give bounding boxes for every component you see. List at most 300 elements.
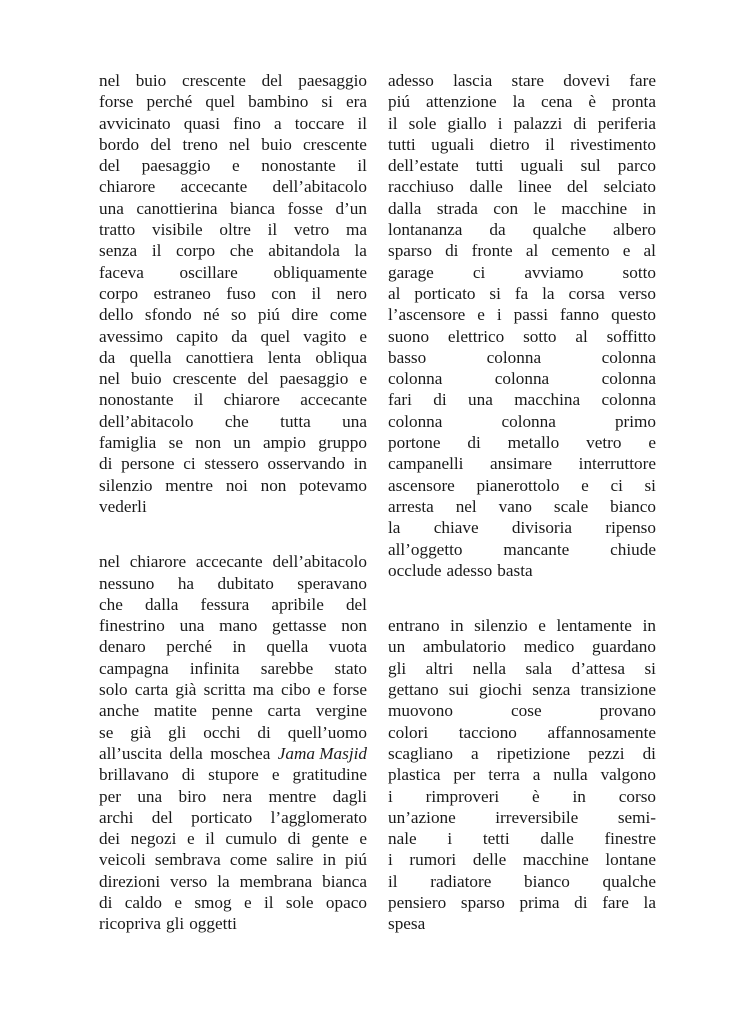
- word: il: [388, 871, 398, 891]
- word: che: [229, 241, 254, 261]
- word: è: [532, 786, 540, 806]
- word: paesaggio: [279, 369, 349, 389]
- text-line: [388, 700, 656, 721]
- word: né: [203, 305, 220, 325]
- word: la: [512, 92, 525, 112]
- word: già: [175, 680, 197, 700]
- word: tutti: [475, 156, 504, 176]
- word: transizione: [580, 680, 656, 700]
- word: opaco: [325, 892, 367, 912]
- word: caldo: [124, 892, 162, 912]
- word: bianca: [322, 871, 367, 891]
- word: delle: [472, 850, 507, 870]
- word: era: [346, 92, 367, 112]
- word: dell’estate: [388, 156, 459, 176]
- word: quel: [260, 326, 291, 346]
- word: portone: [388, 433, 441, 453]
- word: del: [247, 369, 269, 389]
- word: dello: [99, 305, 134, 325]
- word: fari: [388, 390, 412, 410]
- word: divisoria: [511, 518, 573, 538]
- word: fare: [602, 892, 629, 912]
- text-line: [99, 807, 367, 828]
- text-line: [388, 764, 656, 785]
- word: crescente: [303, 134, 367, 154]
- word: i: [388, 786, 393, 806]
- word: sfondo: [144, 305, 192, 325]
- text-line: [388, 176, 656, 197]
- word: fino: [233, 113, 261, 133]
- word: colonna: [388, 411, 443, 431]
- word: e: [359, 326, 367, 346]
- word: vergine: [315, 701, 367, 721]
- word: mentre: [268, 786, 317, 806]
- word: tacciono: [458, 722, 517, 742]
- word: si: [644, 475, 656, 495]
- word: medico: [523, 637, 575, 657]
- text-line: [388, 198, 656, 219]
- word: il: [151, 241, 162, 261]
- word: il: [545, 134, 555, 154]
- text-line: [388, 871, 656, 892]
- word: canottiera: [185, 347, 254, 367]
- word: da: [489, 220, 506, 240]
- word: direzioni: [99, 871, 161, 891]
- word: le: [533, 198, 546, 218]
- text-line: [99, 615, 367, 636]
- word: plastica: [388, 765, 441, 785]
- word: nonostante: [99, 390, 174, 410]
- word: provano: [599, 701, 656, 721]
- word: vetro: [586, 433, 622, 453]
- word: colonna: [601, 390, 656, 410]
- word: si: [489, 283, 501, 303]
- word: e: [648, 433, 656, 453]
- word: d’un: [335, 198, 367, 218]
- word: crescente: [181, 71, 246, 90]
- word: carta: [134, 680, 169, 700]
- word: non: [195, 433, 222, 453]
- paragraph-spacer: [388, 581, 656, 615]
- word: il: [267, 220, 278, 240]
- word: ma: [345, 220, 367, 240]
- word: giallo: [447, 113, 487, 133]
- text-line: [99, 658, 367, 679]
- word: irreversibile: [495, 807, 579, 827]
- word: buio: [131, 369, 162, 389]
- text-line: [388, 849, 656, 870]
- word: sul: [580, 156, 601, 176]
- word: e: [317, 680, 326, 700]
- word: per: [453, 765, 476, 785]
- word: carta: [267, 701, 301, 721]
- word: in: [642, 616, 656, 636]
- word: silenzio: [99, 475, 153, 495]
- word: pezzi: [588, 743, 625, 763]
- word: dagli: [332, 786, 367, 806]
- word: dovevi: [563, 71, 610, 90]
- text-line: [99, 176, 367, 197]
- word: veicoli: [99, 850, 146, 870]
- text-line: [99, 70, 367, 91]
- word: rimproveri: [425, 786, 500, 806]
- word: colonna: [601, 369, 656, 389]
- paragraph-spacer: [99, 517, 367, 551]
- word: smog: [194, 892, 232, 912]
- text-line: [388, 615, 656, 636]
- word: mancante: [503, 539, 570, 559]
- word: i: [388, 850, 393, 870]
- word: accecante: [300, 390, 367, 410]
- word: della: [169, 743, 203, 763]
- word: i: [497, 113, 503, 133]
- word: che: [224, 411, 249, 431]
- word: ci: [472, 262, 486, 282]
- word: come: [329, 305, 367, 325]
- word: la: [217, 871, 230, 891]
- word: adesso: [446, 560, 493, 580]
- word: potevamo: [299, 475, 367, 495]
- word: se: [99, 722, 114, 742]
- text-line: [99, 347, 367, 368]
- word: di: [642, 743, 656, 763]
- text-line: [99, 573, 367, 594]
- word: già: [130, 722, 152, 742]
- text-line: [388, 517, 656, 538]
- word: noi: [225, 475, 248, 495]
- word: stupore: [208, 765, 259, 785]
- text-line: [99, 219, 367, 240]
- word: con: [493, 198, 519, 218]
- word: fuso: [226, 283, 256, 303]
- word: finestrino: [99, 616, 165, 636]
- word: lontane: [605, 850, 656, 870]
- word: tutti: [388, 134, 416, 154]
- word: nulla: [553, 765, 588, 785]
- word: fronte: [471, 241, 513, 261]
- word: per: [99, 786, 121, 806]
- word: buio: [261, 134, 292, 154]
- text-line: [388, 828, 656, 849]
- word: il: [311, 283, 322, 303]
- word: verso: [170, 871, 208, 891]
- word: lontananza: [388, 220, 463, 240]
- word: stato: [334, 658, 367, 678]
- word: faceva: [99, 262, 144, 282]
- word: verso: [618, 283, 656, 303]
- word: crescente: [172, 369, 237, 389]
- word: forse: [99, 92, 134, 112]
- word: primo: [614, 411, 656, 431]
- word: archi: [99, 807, 134, 827]
- word: fosse: [287, 198, 323, 218]
- text-line: [99, 700, 367, 721]
- word: colonna: [486, 347, 542, 367]
- word: di: [99, 892, 113, 912]
- word: al: [575, 326, 588, 346]
- text-line: [99, 496, 367, 517]
- word: chiarore: [129, 552, 187, 572]
- word: i: [496, 305, 502, 325]
- word: interruttore: [578, 454, 656, 474]
- text-line: [99, 786, 367, 807]
- text-line: [388, 219, 656, 240]
- text-line: [99, 432, 367, 453]
- word: terra: [488, 765, 520, 785]
- word: scagliano: [388, 743, 453, 763]
- word: dalla: [144, 594, 179, 614]
- text-line: [388, 262, 656, 283]
- word: del: [151, 807, 173, 827]
- word: guardano: [592, 637, 656, 657]
- word: cumulo: [225, 829, 277, 849]
- word: radiatore: [430, 871, 492, 891]
- word: nel: [229, 134, 251, 154]
- word: prima: [519, 892, 560, 912]
- text-line: [388, 304, 656, 325]
- word: vano: [498, 496, 533, 516]
- word: qualche: [532, 220, 587, 240]
- word: tratto: [99, 220, 136, 240]
- word: nella: [472, 658, 507, 678]
- word: cose: [511, 701, 542, 721]
- word: pronta: [612, 92, 656, 112]
- text-line: [388, 475, 656, 496]
- word: bordo: [99, 134, 140, 154]
- word: quella: [266, 637, 309, 657]
- word: l’ascensore: [388, 305, 466, 325]
- word: ripenso: [605, 518, 656, 538]
- text-line: [99, 240, 367, 261]
- text-line: [388, 743, 656, 764]
- word: lascia: [453, 71, 493, 90]
- word: dire: [291, 305, 319, 325]
- word: nera: [222, 786, 253, 806]
- word: e: [174, 892, 182, 912]
- text-line: [388, 113, 656, 134]
- word: all’oggetto: [388, 539, 463, 559]
- italic-place-name: Jama Masjid: [277, 743, 367, 763]
- word: a: [273, 113, 282, 133]
- text-line: [388, 155, 656, 176]
- word: colonna: [388, 369, 443, 389]
- word: quasi: [183, 113, 220, 133]
- right-text-column: [388, 70, 656, 935]
- word: chiude: [610, 539, 656, 559]
- word: mano: [219, 616, 258, 636]
- word: al: [388, 283, 401, 303]
- word: nel: [99, 552, 120, 572]
- word: perché: [166, 637, 213, 657]
- word: brillavano: [99, 765, 169, 785]
- word: oltre: [219, 220, 251, 240]
- word: dell’abitacolo: [99, 411, 194, 431]
- word: una: [179, 616, 205, 636]
- word: di: [433, 390, 447, 410]
- word: di: [573, 113, 587, 133]
- word: se: [168, 433, 183, 453]
- word: visibile: [152, 220, 203, 240]
- text-line: [99, 594, 367, 615]
- word: racchiuso: [388, 177, 454, 197]
- text-line: [99, 411, 367, 432]
- text-line: [99, 91, 367, 112]
- word: fessura: [200, 594, 250, 614]
- word: di: [287, 829, 301, 849]
- text-line: [99, 113, 367, 134]
- word: al: [525, 241, 539, 261]
- word: del: [567, 177, 589, 197]
- text-line: [388, 368, 656, 389]
- word: ascensore: [388, 475, 455, 495]
- word: apribile: [271, 594, 324, 614]
- word: metallo: [507, 433, 560, 453]
- text-line: [388, 539, 656, 560]
- word: selciato: [603, 177, 656, 197]
- word: stessero: [204, 454, 259, 474]
- word: macchine: [561, 198, 628, 218]
- word: campagna: [99, 658, 169, 678]
- text-line: [99, 743, 367, 764]
- word: di: [257, 722, 271, 742]
- word: oscillare: [179, 262, 238, 282]
- word: albero: [613, 220, 656, 240]
- word: parco: [617, 156, 656, 176]
- text-line: [99, 453, 367, 474]
- word: membrana: [239, 871, 313, 891]
- word: basta: [497, 560, 533, 580]
- word: strada: [436, 198, 478, 218]
- word: muovono: [388, 701, 453, 721]
- text-line: [388, 411, 656, 432]
- word: forse: [332, 680, 367, 700]
- word: toccare: [294, 113, 345, 133]
- word: colonna: [601, 347, 656, 367]
- word: semi-: [617, 807, 656, 827]
- word: sarebbe: [260, 658, 314, 678]
- word: paesaggio: [141, 156, 211, 176]
- word: chiarore: [99, 177, 156, 197]
- word: corpo: [99, 283, 139, 303]
- word: e: [359, 829, 367, 849]
- left-paragraph-2: [99, 551, 367, 934]
- word: sui: [448, 680, 469, 700]
- text-line: [388, 636, 656, 657]
- word: gruppo: [318, 433, 367, 453]
- word: senza: [99, 241, 138, 261]
- word: una: [468, 390, 493, 410]
- word: e: [187, 829, 195, 849]
- text-line: [99, 134, 367, 155]
- text-line: [99, 764, 367, 785]
- word: come: [229, 850, 268, 870]
- text-line: [99, 828, 367, 849]
- text-line: [388, 722, 656, 743]
- text-line: [99, 636, 367, 657]
- text-line: [388, 347, 656, 368]
- word: garage: [388, 262, 434, 282]
- word: penne: [211, 701, 253, 721]
- word: obliquamente: [273, 262, 367, 282]
- word: ci: [183, 454, 196, 474]
- word: moschea: [210, 743, 271, 763]
- word: cemento: [551, 241, 610, 261]
- word: un: [233, 433, 251, 453]
- word: basso: [388, 347, 427, 367]
- text-line: [388, 496, 656, 517]
- word: entrano: [388, 616, 440, 636]
- word: biro: [178, 786, 207, 806]
- word: nessuno: [99, 573, 155, 593]
- word: la: [388, 518, 401, 538]
- word: lentamente: [556, 616, 632, 636]
- word: e: [271, 765, 280, 785]
- word: scritta: [203, 680, 246, 700]
- word: in: [232, 637, 246, 657]
- word: persone: [121, 454, 175, 474]
- word: sparso: [460, 892, 505, 912]
- word: del: [150, 134, 172, 154]
- text-line: [388, 70, 656, 91]
- word: quella: [129, 347, 172, 367]
- word: senza: [532, 680, 571, 700]
- text-line: [99, 283, 367, 304]
- word: l’agglomerato: [270, 807, 367, 827]
- word: bianco: [524, 871, 570, 891]
- word: pensiero: [388, 892, 447, 912]
- word: dubitato: [217, 573, 274, 593]
- word: gente: [311, 829, 349, 849]
- text-line: [99, 892, 367, 913]
- word: sembrava: [154, 850, 221, 870]
- word: a: [470, 743, 479, 763]
- text-line: [388, 560, 656, 581]
- word: uguali: [431, 134, 475, 154]
- word: del: [261, 71, 283, 90]
- text-line: [99, 475, 367, 496]
- word: valgono: [600, 765, 656, 785]
- word: quell’uomo: [287, 722, 367, 742]
- text-line: [99, 679, 367, 700]
- word: il: [193, 390, 204, 410]
- word: salire: [276, 850, 314, 870]
- text-line: [388, 786, 656, 807]
- text-line: [388, 658, 656, 679]
- word: si: [321, 92, 333, 112]
- word: macchina: [514, 390, 581, 410]
- word: abitandola: [268, 241, 340, 261]
- word: in: [322, 850, 336, 870]
- word: gli: [388, 658, 407, 678]
- text-line: [388, 283, 656, 304]
- text-line: [388, 807, 656, 828]
- text-line: [99, 722, 367, 743]
- word: bianco: [610, 496, 656, 516]
- word: colonna: [494, 369, 550, 389]
- word: cena: [540, 92, 573, 112]
- word: chiarore: [223, 390, 280, 410]
- word: macchine: [522, 850, 589, 870]
- word: sole: [285, 892, 314, 912]
- word: nonostante: [261, 156, 336, 176]
- word: un: [388, 637, 406, 657]
- text-line: [388, 913, 656, 934]
- word: una: [342, 411, 367, 431]
- word: sole: [408, 113, 437, 133]
- word: fa: [514, 283, 529, 303]
- text-line: [99, 368, 367, 389]
- word: ampio: [262, 433, 306, 453]
